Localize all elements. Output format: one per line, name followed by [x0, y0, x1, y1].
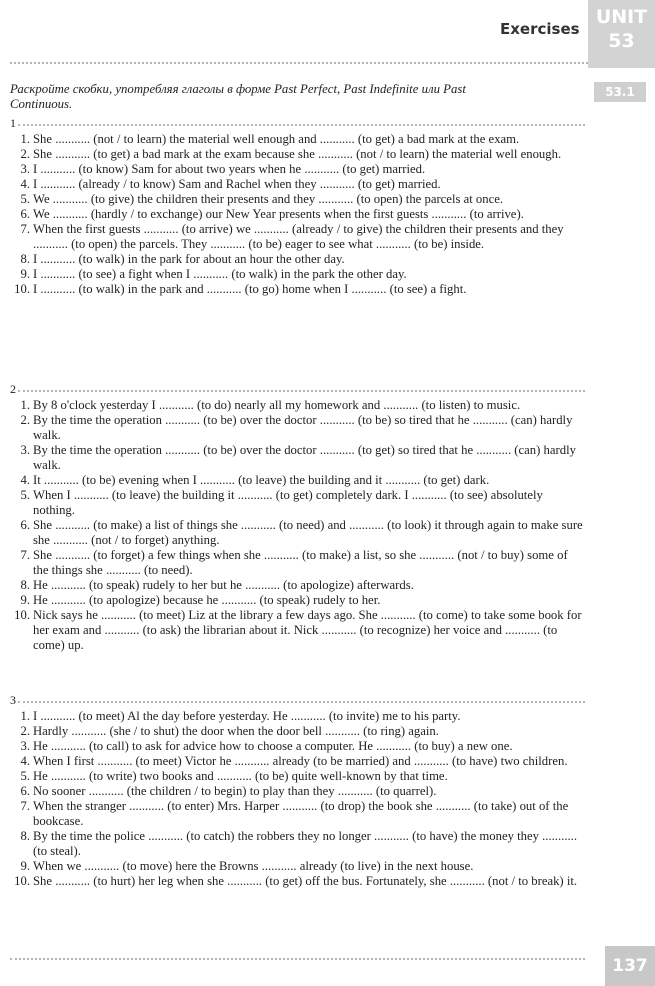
- item-number: 10.: [14, 608, 30, 622]
- item-text: She ........... (to make) a list of things she ........... (to need) and ........... (to look) it through again to make sure she ........... (not / to forget) anything.: [33, 518, 583, 547]
- instructions: Раскройте скобки, употребляя глаголы в форме Past Perfect, Past Indefinite или Past Continuous.: [10, 82, 466, 111]
- item-number: 2.: [20, 147, 30, 161]
- item-text: When the stranger ........... (to enter) Mrs. Harper ........... (to drop) the book she ........... (to take) out of the bookcase.: [33, 799, 569, 828]
- item-number: 7.: [20, 548, 30, 562]
- item-number: 9.: [20, 593, 30, 607]
- exercise-item: [10, 769, 585, 784]
- item-text: I ........... (to know) Sam for about two years when he ........... (to get) married.: [33, 162, 426, 176]
- item-text: He ........... (to apologize) because he ........... (to speak) rudely to her.: [33, 593, 381, 607]
- item-number: 3.: [20, 739, 30, 753]
- item-number: 3.: [20, 443, 30, 457]
- exercise-section-2: [10, 382, 585, 653]
- item-number: 6.: [20, 518, 30, 532]
- exercise-item: [10, 784, 585, 799]
- exercise-number: 1: [10, 116, 16, 130]
- item-number: 5.: [20, 192, 30, 206]
- exercise-item: [10, 874, 585, 889]
- exercise-number: 3: [10, 693, 16, 707]
- item-text: She ........... (to forget) a few things when she ........... (to make) a list, so she ........... (not / to buy) some of the things she ........... (to need).: [33, 548, 568, 577]
- item-number: 7.: [20, 799, 30, 813]
- item-text: When the first guests ........... (to arrive) we ........... (already / to give) the children their presents and they ........... (to open) the parcels. They ........... (to be) eager to see what ........... (to be) inside.: [33, 222, 564, 251]
- exercise-item: [10, 162, 585, 177]
- unit-badge: [588, 0, 655, 68]
- exercise-item: [10, 608, 585, 653]
- unit-label: UNIT: [595, 6, 648, 28]
- item-number: 8.: [20, 252, 30, 266]
- item-text: She ........... (to hurt) her leg when she ........... (to get) off the bus. Fortunately, she ........... (not / to break) it.: [33, 874, 578, 888]
- section-code-badge: 53.1: [594, 82, 646, 102]
- exercise-list: [10, 398, 585, 653]
- header-divider: [10, 62, 588, 64]
- item-text: I ........... (already / to know) Sam and Rachel when they ........... (to get) married.: [33, 177, 441, 191]
- exercise-section-1: [10, 116, 585, 297]
- unit-number: 53: [608, 30, 635, 52]
- item-number: 4.: [20, 177, 30, 191]
- exercise-item: [10, 443, 585, 473]
- item-number: 1.: [20, 398, 30, 412]
- item-number: 6.: [20, 207, 30, 221]
- item-text: When we ........... (to move) here the Browns ........... already (to live) in the next house.: [33, 859, 474, 873]
- item-text: He ........... (to call) to ask for advice how to choose a computer. He ........... (to buy) a new one.: [33, 739, 513, 753]
- item-text: By the time the operation ........... (to be) over the doctor ........... (to get) so tired that he ........... (can) hardly walk.: [33, 443, 576, 472]
- item-number: 2.: [20, 413, 30, 427]
- exercise-section-3: [10, 693, 585, 889]
- item-number: 1.: [20, 132, 30, 146]
- exercise-item: [10, 739, 585, 754]
- exercise-item: [10, 177, 585, 192]
- exercise-item: [10, 709, 585, 724]
- section-divider: [18, 390, 585, 392]
- item-number: 6.: [20, 784, 30, 798]
- item-number: 4.: [20, 473, 30, 487]
- item-number: 8.: [20, 578, 30, 592]
- exercise-item: [10, 282, 585, 297]
- section-divider: [18, 124, 585, 126]
- item-text: She ........... (not / to learn) the material well enough and ........... (to get) a bad mark at the exam.: [33, 132, 520, 146]
- item-text: We ........... (hardly / to exchange) our New Year presents when the first guests ........... (to arrive).: [33, 207, 524, 221]
- exercise-item: [10, 132, 585, 147]
- item-number: 7.: [20, 222, 30, 236]
- item-text: I ........... (to meet) Al the day before yesterday. He ........... (to invite) me to his party.: [33, 709, 461, 723]
- exercise-item: [10, 413, 585, 443]
- page-title: Exercises: [500, 20, 580, 38]
- exercise-item: [10, 267, 585, 282]
- exercise-item: [10, 548, 585, 578]
- exercise-item: [10, 252, 585, 267]
- item-number: 1.: [20, 709, 30, 723]
- item-number: 9.: [20, 859, 30, 873]
- item-number: 10.: [14, 874, 30, 888]
- exercise-item: [10, 754, 585, 769]
- exercise-item: [10, 829, 585, 859]
- item-number: 2.: [20, 724, 30, 738]
- footer-divider: [10, 958, 585, 960]
- item-text: I ........... (to walk) in the park and ........... (to go) home when I ........... (to see) a fight.: [33, 282, 467, 296]
- exercise-item: [10, 799, 585, 829]
- item-number: 10.: [14, 282, 30, 296]
- item-text: By the time the police ........... (to catch) the robbers they no longer ........... (to have) the money they ........... (to steal).: [33, 829, 578, 858]
- exercise-item: [10, 222, 585, 252]
- item-text: No sooner ........... (the children / to begin) to play than they ........... (to quarrel).: [33, 784, 437, 798]
- exercise-item: [10, 207, 585, 222]
- page-number: 137: [605, 946, 655, 986]
- item-text: I ........... (to walk) in the park for about an hour the other day.: [33, 252, 345, 266]
- exercise-item: [10, 147, 585, 162]
- item-text: By the time the operation ........... (to be) over the doctor ........... (to be) so tired that he ........... (can) hardly walk.: [33, 413, 573, 442]
- item-text: I ........... (to see) a fight when I ........... (to walk) in the park the other day.: [33, 267, 407, 281]
- exercise-item: [10, 859, 585, 874]
- item-text: By 8 o'clock yesterday I ........... (to do) nearly all my homework and ........... (to listen) to music.: [33, 398, 521, 412]
- item-text: It ........... (to be) evening when I ........... (to leave) the building and it ........... (to get) dark.: [33, 473, 490, 487]
- item-text: When I ........... (to leave) the building it ........... (to get) completely dark. I ........... (to see) absolutely nothing.: [33, 488, 543, 517]
- exercise-list: [10, 132, 585, 297]
- exercise-item: [10, 578, 585, 593]
- item-number: 9.: [20, 267, 30, 281]
- exercise-list: [10, 709, 585, 889]
- item-text: She ........... (to get) a bad mark at the exam because she ........... (not / to learn) the material well enough.: [33, 147, 562, 161]
- item-number: 3.: [20, 162, 30, 176]
- item-number: 5.: [20, 769, 30, 783]
- item-text: When I first ........... (to meet) Victor he ........... already (to be married) and ........... (to have) two children.: [33, 754, 568, 768]
- exercise-item: [10, 724, 585, 739]
- item-text: Hardly ........... (she / to shut) the door when the door bell ........... (to ring) again.: [33, 724, 439, 738]
- section-divider: [18, 701, 585, 703]
- exercise-number: 2: [10, 382, 16, 396]
- item-text: He ........... (to speak) rudely to her but he ........... (to apologize) afterwards.: [33, 578, 414, 592]
- item-text: Nick says he ........... (to meet) Liz at the library a few days ago. She ........... (to come) to take some book for her exam and ........... (to ask) the librarian about it. Nick ........... (to recognize) her voice and ........... (to come) up.: [33, 608, 582, 652]
- item-number: 4.: [20, 754, 30, 768]
- exercise-item: [10, 488, 585, 518]
- exercise-item: [10, 473, 585, 488]
- exercise-item: [10, 518, 585, 548]
- exercise-item: [10, 192, 585, 207]
- item-text: He ........... (to write) two books and ........... (to be) quite well-known by that time.: [33, 769, 448, 783]
- item-number: 5.: [20, 488, 30, 502]
- item-number: 8.: [20, 829, 30, 843]
- item-text: We ........... (to give) the children their presents and they ........... (to open) the parcels at once.: [33, 192, 504, 206]
- exercise-item: [10, 398, 585, 413]
- exercise-item: [10, 593, 585, 608]
